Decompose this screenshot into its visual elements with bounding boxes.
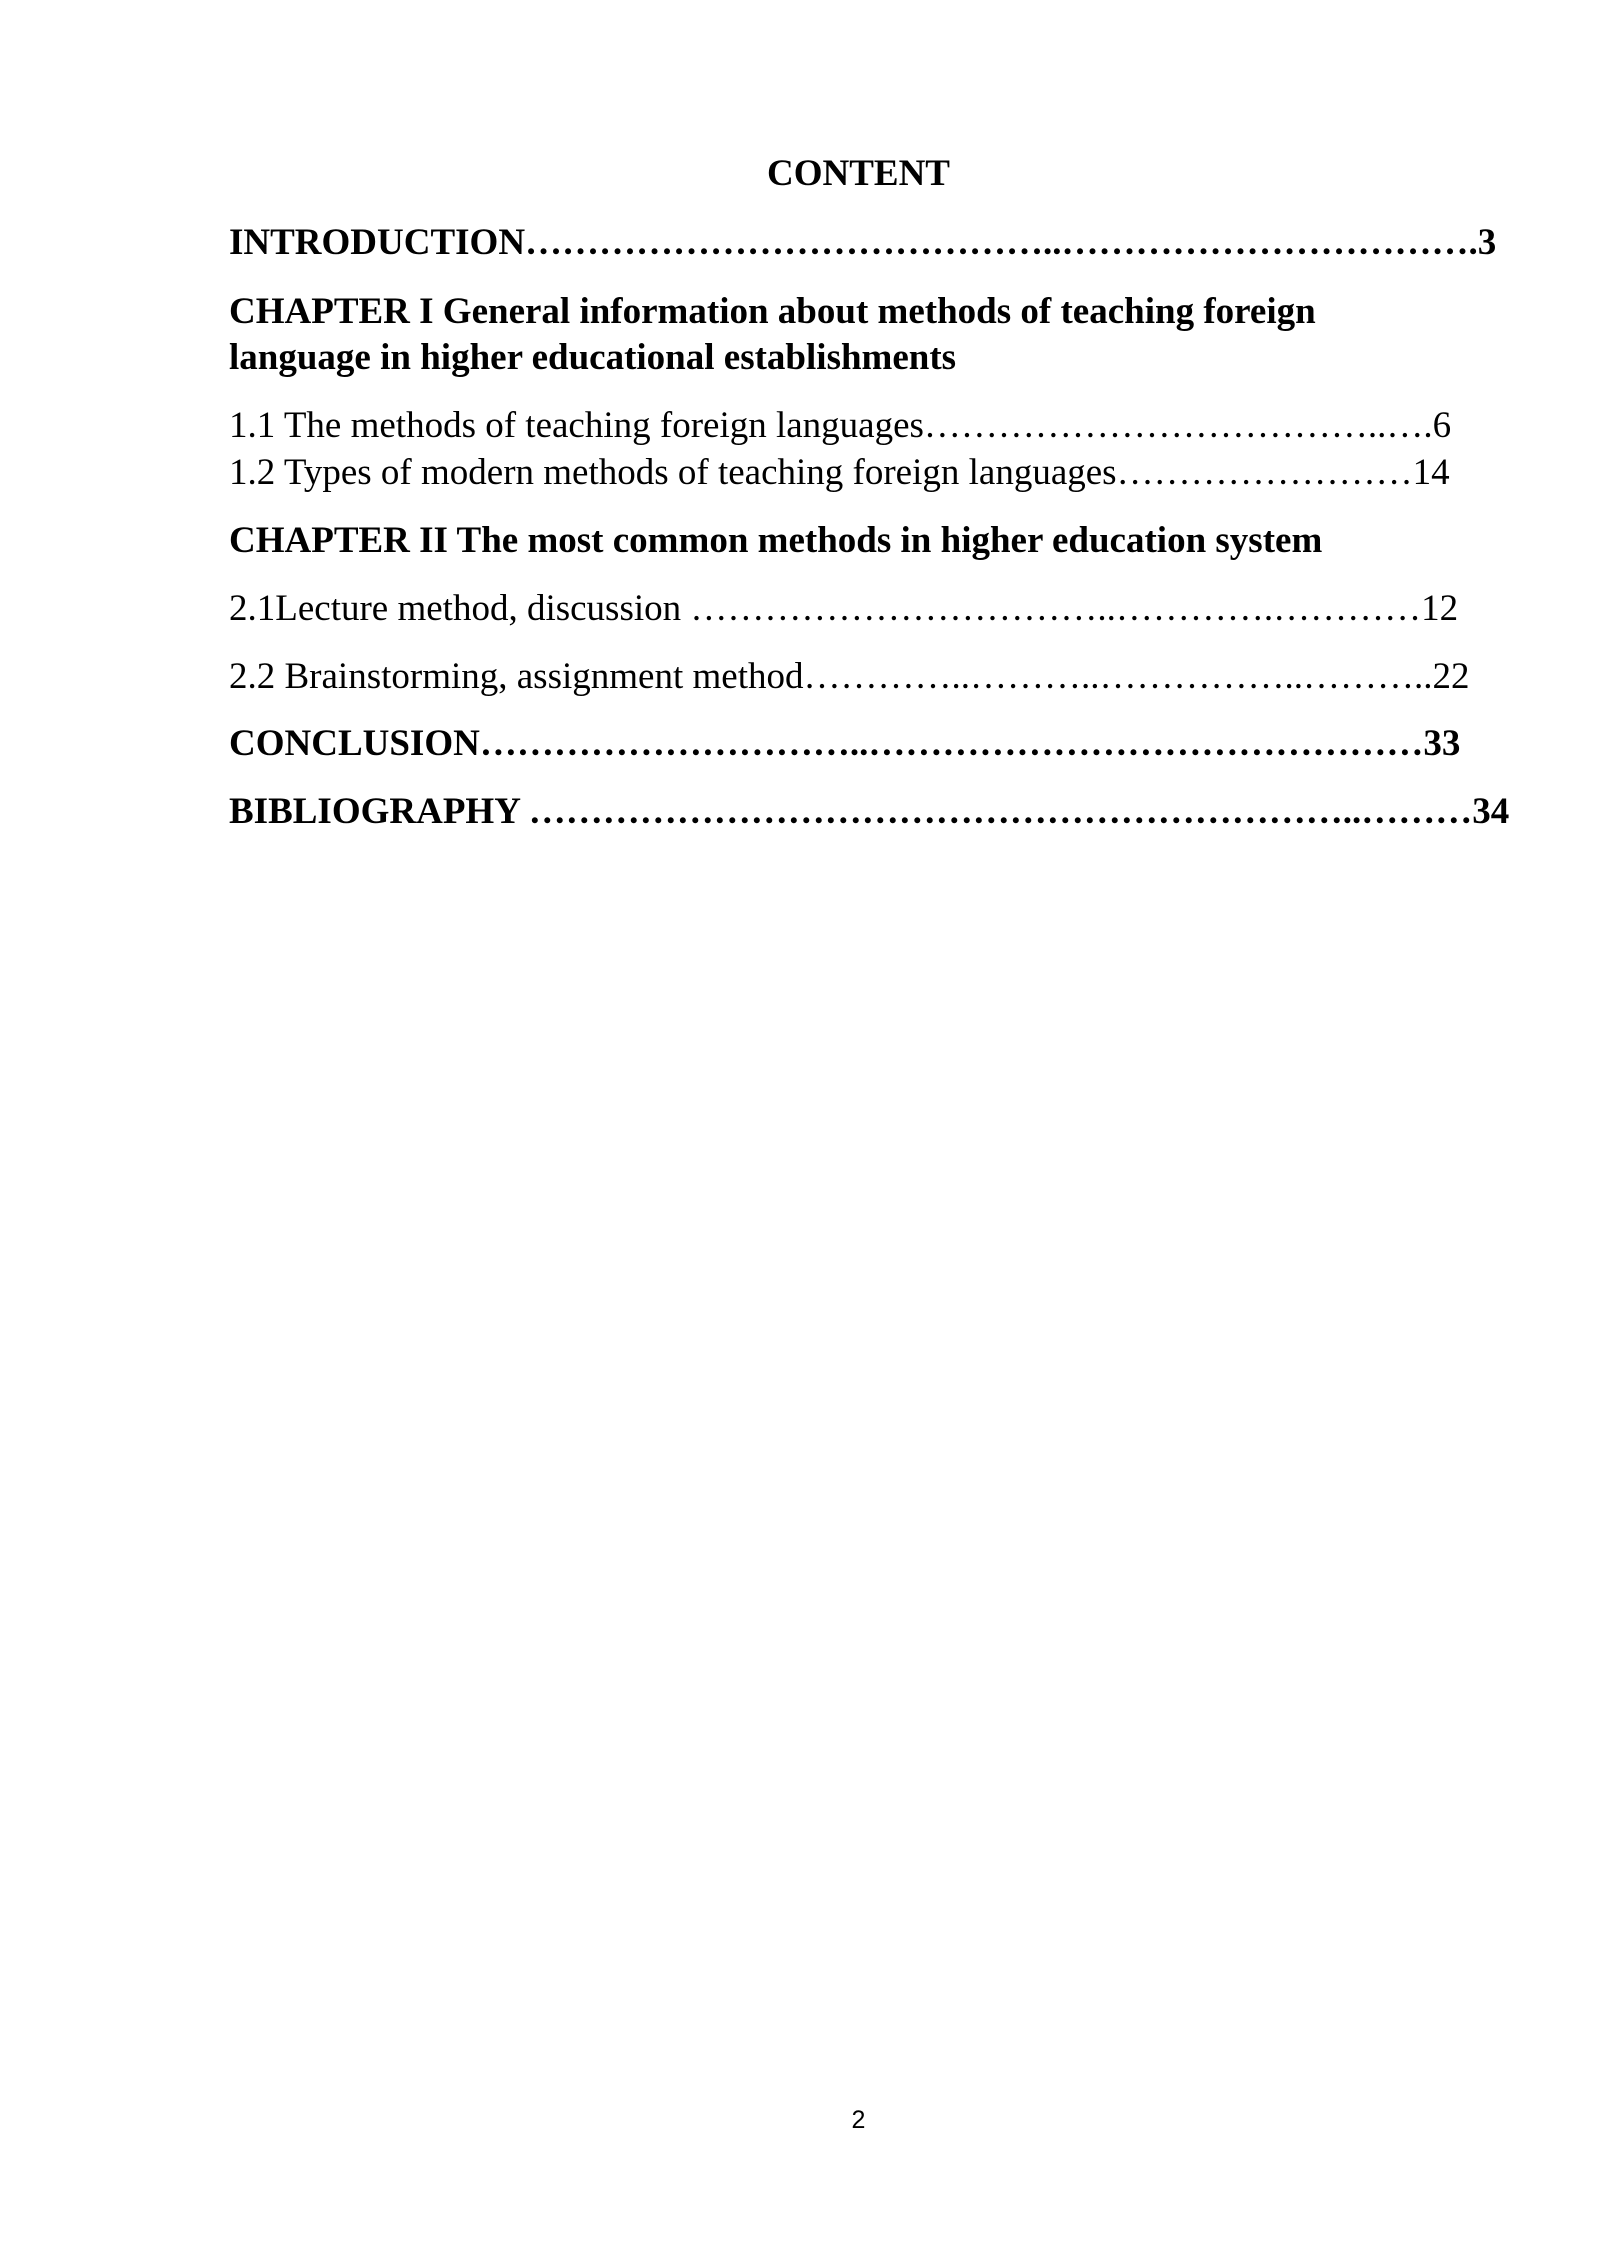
toc-chapter-2-heading: CHAPTER II The most common methods in higher education system [229,520,1323,561]
page-number: 2 [851,2106,866,2134]
toc-entry-conclusion: CONCLUSION…………………………..………………………………………33 [229,723,1461,764]
content-title: CONTENT [767,153,950,194]
toc-entry-bibliography: BIBLIOGRAPHY …………………………………………………………..………34 [229,791,1510,832]
toc-entry-introduction: INTRODUCTION……………………………………..…………………………….3 [229,222,1497,263]
toc-entry-1-2: 1.2 Types of modern methods of teaching foreign languages……………………14 [229,452,1450,493]
toc-entry-2-2: 2.2 Brainstorming, assignment method…………..………..……………..………..22 [229,656,1470,697]
toc-entry-1-1: 1.1 The methods of teaching foreign languages………………………………..….6 [229,405,1452,446]
toc-entry-2-1: 2.1Lecture method, discussion ……………………………..………….…………12 [229,588,1459,629]
toc-chapter-1-heading-line-1: CHAPTER I General information about methods of teaching foreign [229,291,1316,332]
toc-chapter-1-heading-line-2: language in higher educational establishments [229,337,957,378]
